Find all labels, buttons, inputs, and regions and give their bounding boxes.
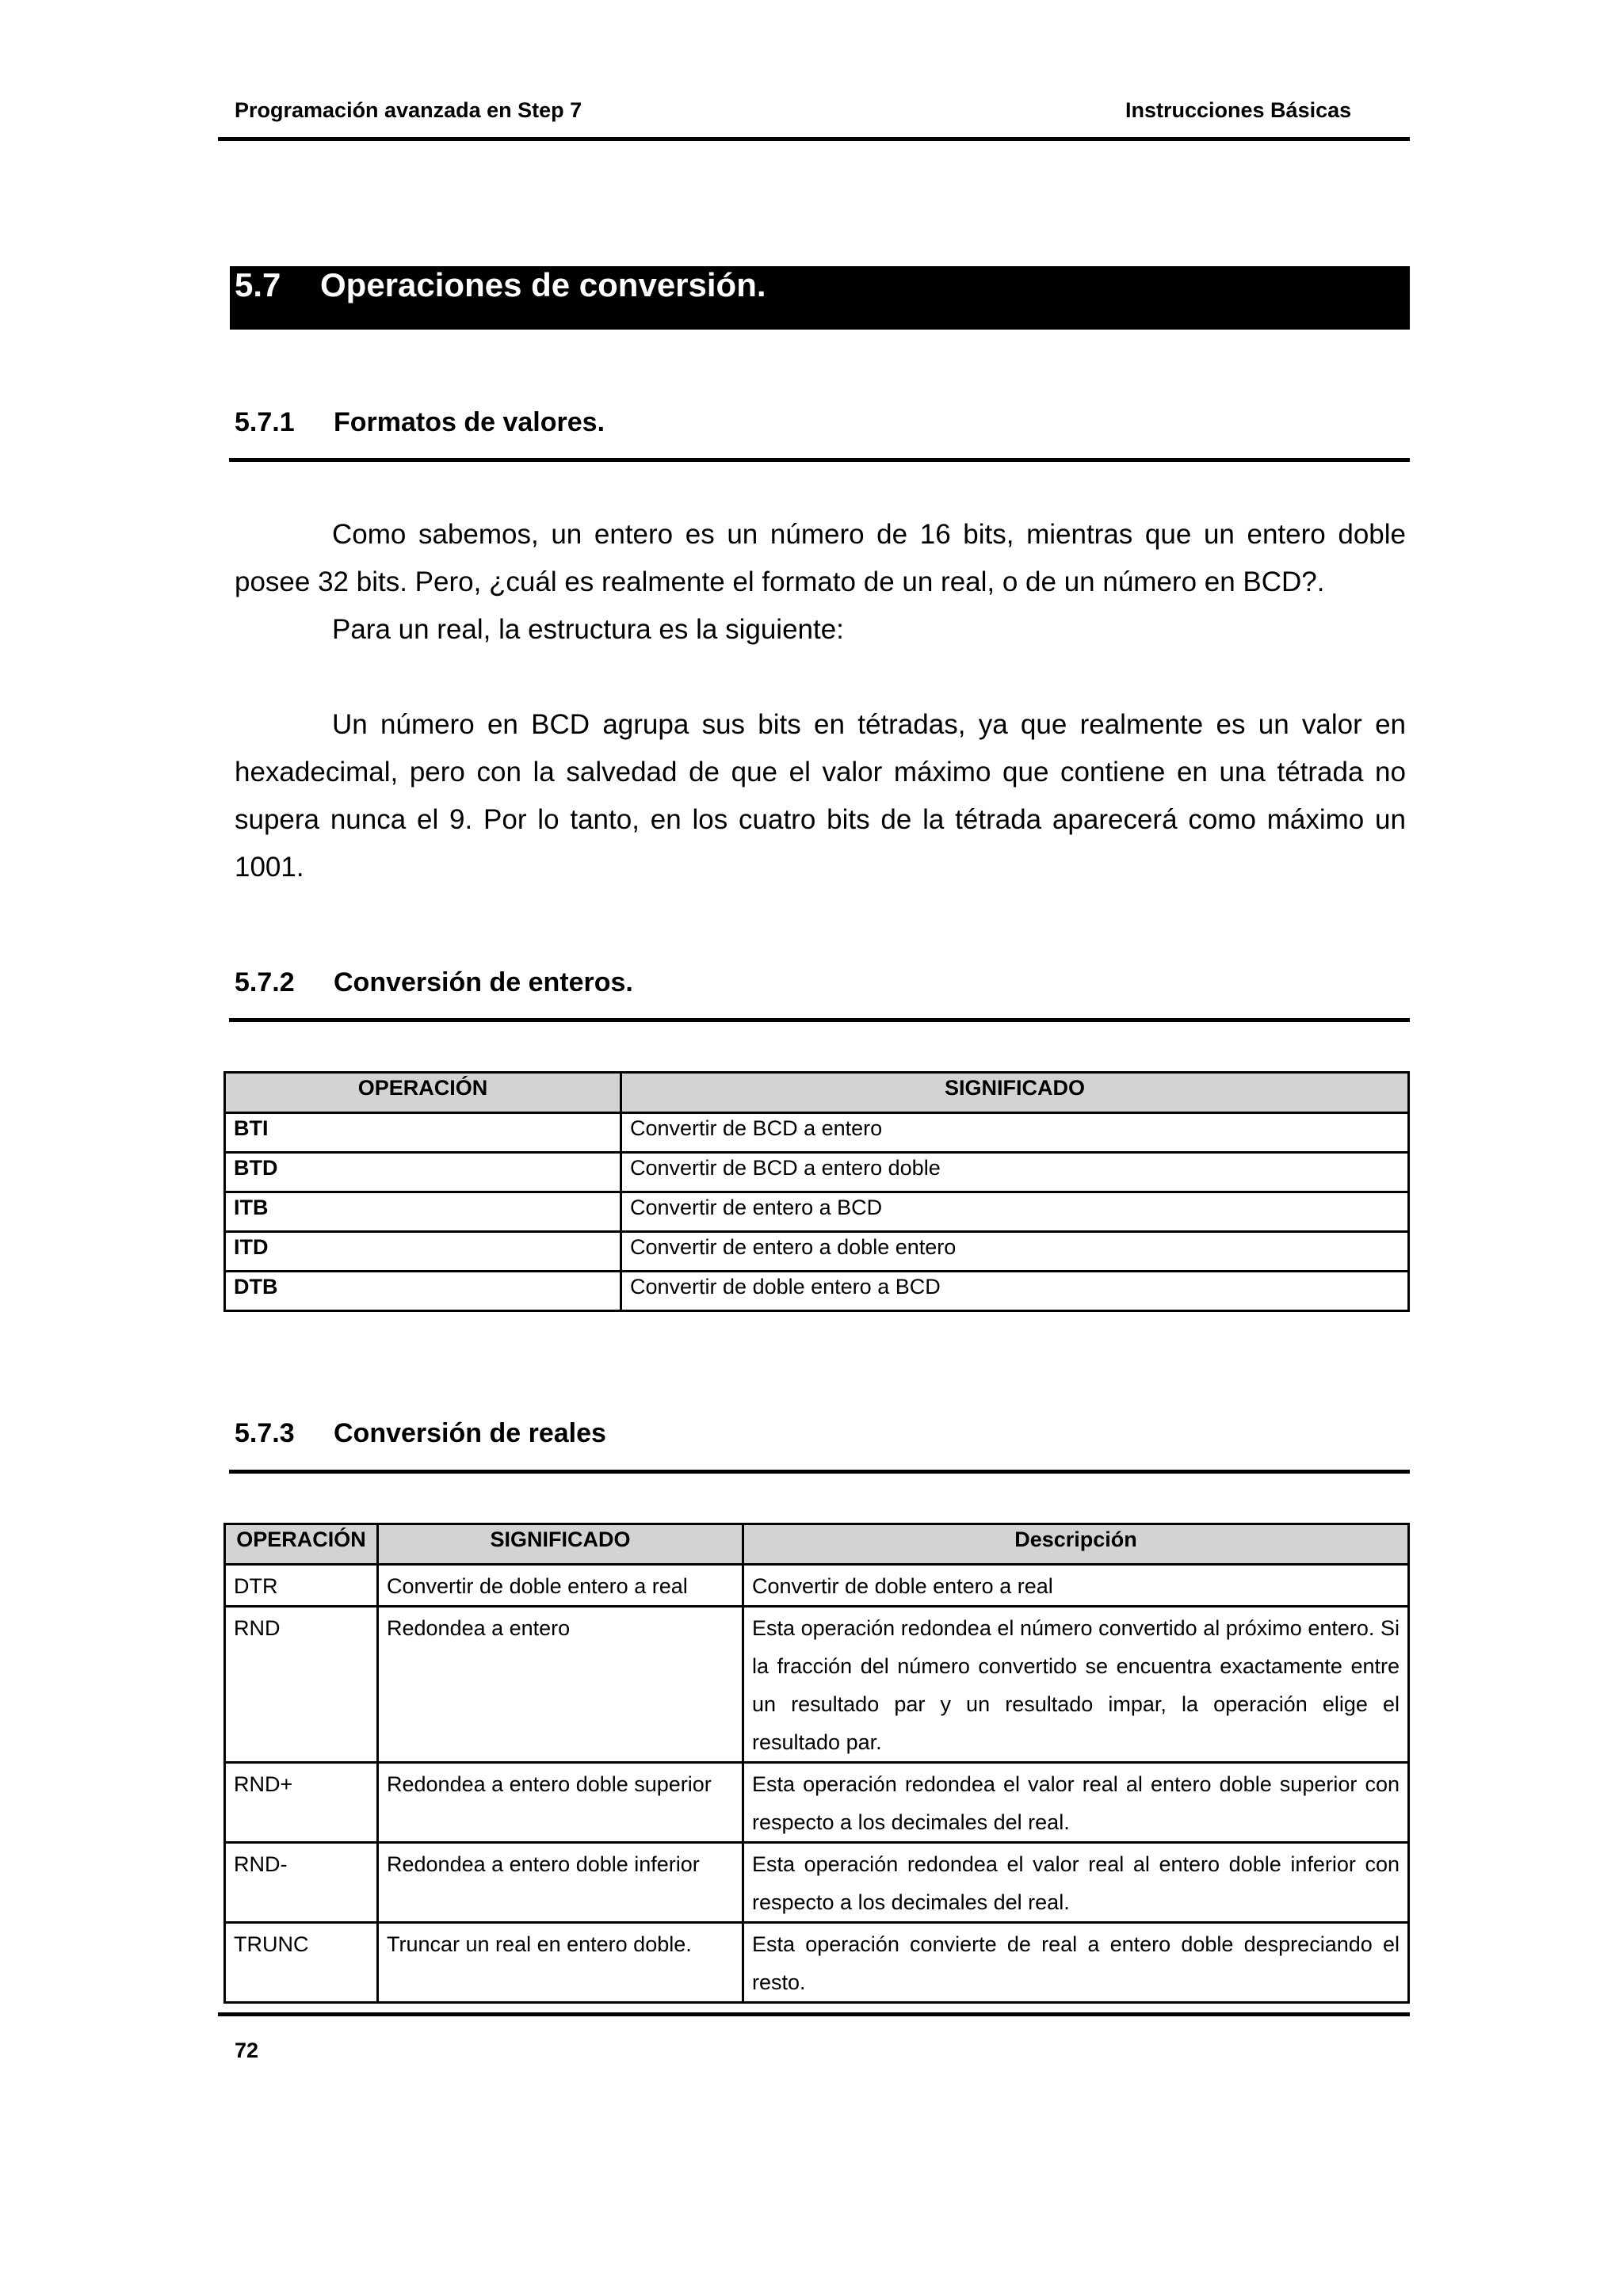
table-row <box>225 1607 1409 1763</box>
operation-cell: BTI <box>225 1113 621 1153</box>
description-cell: Esta operación redondea el valor real al entero doble superior con respecto a los decimales del real. <box>743 1763 1409 1843</box>
table-row <box>225 1153 1409 1192</box>
header-title-left: Programación avanzada en Step 7 <box>235 98 582 122</box>
subsection-number: 5.7.2 <box>235 967 295 997</box>
meaning-cell: Redondea a entero doble superior <box>378 1763 743 1843</box>
operation-cell: ITB <box>225 1192 621 1232</box>
table-row <box>225 1192 1409 1232</box>
meaning-cell: Convertir de entero a doble entero <box>621 1232 1409 1272</box>
subsection-heading-reales <box>235 1418 606 1449</box>
column-header: SIGNIFICADO <box>621 1073 1409 1113</box>
meaning-cell: Convertir de doble entero a real <box>378 1565 743 1607</box>
meaning-cell: Convertir de entero a BCD <box>621 1192 1409 1232</box>
section-heading <box>230 266 1410 330</box>
table-row <box>225 1113 1409 1153</box>
description-cell: Esta operación redondea el número convertido al próximo entero. Si la fracción del número convertido se encuentra exactamente entre un resultado par y un resultado impar, la operación elige el resultado par. <box>743 1607 1409 1763</box>
real-conversion-table <box>223 1523 1410 2004</box>
table-header-row <box>225 1073 1409 1113</box>
operation-cell: TRUNC <box>225 1923 378 2003</box>
operation-cell: DTB <box>225 1272 621 1311</box>
operation-cell: ITD <box>225 1232 621 1272</box>
paragraph-text: Un número en BCD agrupa sus bits en tétradas, ya que realmente es un valor en hexadecimal, pero con la salvedad de que el valor máximo que contiene en una tétrada no supera nunca el 9. Por lo tanto, en los cuatro bits de la tétrada aparecerá como máximo un 1001. <box>235 709 1406 883</box>
table-header-row <box>225 1524 1409 1565</box>
description-cell: Esta operación redondea el valor real al entero doble inferior con respecto a los decimales del real. <box>743 1843 1409 1923</box>
table-row <box>225 1763 1409 1843</box>
table-row <box>225 1232 1409 1272</box>
column-header: OPERACIÓN <box>225 1073 621 1113</box>
table-row <box>225 1923 1409 2003</box>
paragraph-formatos <box>235 511 1406 606</box>
footer-rule <box>218 2012 1410 2016</box>
description-cell: Convertir de doble entero a real <box>743 1565 1409 1607</box>
paragraph-text: Como sabemos, un entero es un número de 16 bits, mientras que un entero doble posee 32 bits. Pero, ¿cuál es realmente el formato de un real, o de un número en BCD?. <box>235 519 1406 597</box>
subsection-heading-formatos <box>235 407 605 438</box>
subsection-title: Conversión de enteros. <box>334 967 633 997</box>
meaning-cell: Redondea a entero <box>378 1607 743 1763</box>
meaning-cell: Convertir de doble entero a BCD <box>621 1272 1409 1311</box>
subsection-title: Conversión de reales <box>334 1418 606 1448</box>
paragraph-bcd <box>235 701 1406 891</box>
subsection-title: Formatos de valores. <box>334 407 605 437</box>
header-title-right: Instrucciones Básicas <box>1125 98 1352 122</box>
integer-conversion-table <box>223 1071 1410 1312</box>
operation-cell: RND+ <box>225 1763 378 1843</box>
table-row <box>225 1565 1409 1607</box>
operation-cell: RND- <box>225 1843 378 1923</box>
section-title: Operaciones de conversión. <box>320 266 766 303</box>
table-row <box>225 1843 1409 1923</box>
page-number: 72 <box>235 2039 259 2062</box>
column-header: SIGNIFICADO <box>378 1524 743 1565</box>
column-header: Descripción <box>743 1524 1409 1565</box>
subsection-rule <box>229 1018 1410 1022</box>
meaning-cell: Convertir de BCD a entero doble <box>621 1153 1409 1192</box>
subsection-number: 5.7.1 <box>235 407 295 437</box>
paragraph-text: Para un real, la estructura es la siguiente: <box>332 614 844 645</box>
header-rule <box>218 137 1410 141</box>
table-row <box>225 1272 1409 1311</box>
operation-cell: DTR <box>225 1565 378 1607</box>
column-header: OPERACIÓN <box>225 1524 378 1565</box>
subsection-number: 5.7.3 <box>235 1418 295 1448</box>
subsection-rule <box>229 1470 1410 1474</box>
subsection-heading-enteros <box>235 967 633 998</box>
section-number: 5.7 <box>235 266 281 303</box>
paragraph-real <box>235 606 1406 654</box>
meaning-cell: Redondea a entero doble inferior <box>378 1843 743 1923</box>
description-cell: Esta operación convierte de real a entero doble despreciando el resto. <box>743 1923 1409 2003</box>
meaning-cell: Convertir de BCD a entero <box>621 1113 1409 1153</box>
operation-cell: RND <box>225 1607 378 1763</box>
subsection-rule <box>229 458 1410 462</box>
operation-cell: BTD <box>225 1153 621 1192</box>
meaning-cell: Truncar un real en entero doble. <box>378 1923 743 2003</box>
